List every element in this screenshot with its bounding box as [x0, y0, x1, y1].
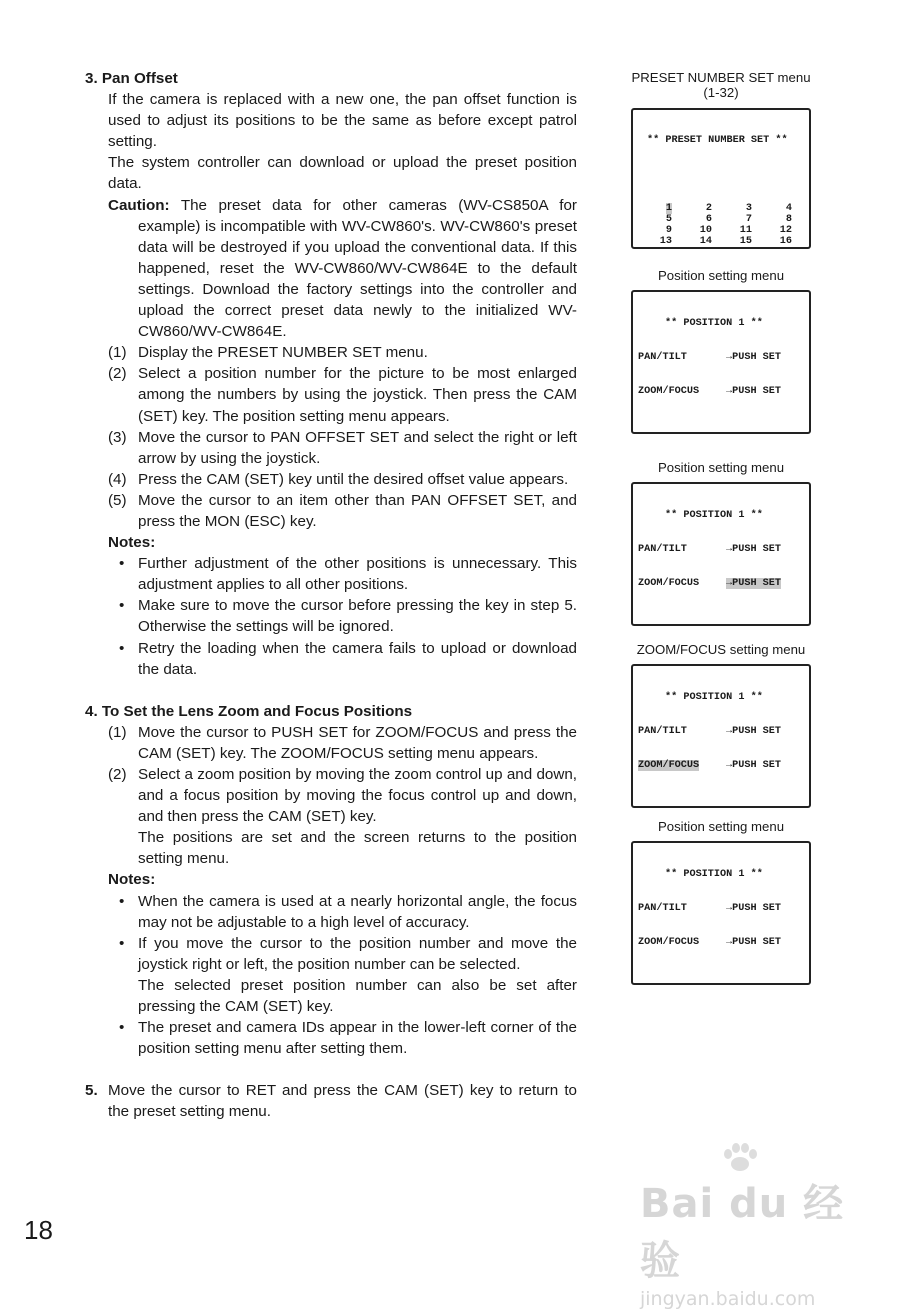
pan-tilt-push-set[interactable]: →PUSH SET [726, 352, 782, 363]
step-text: Move the cursor to an item other than PAN OFFSET SET, and press the MON (ESC) key. [138, 491, 577, 530]
step-item [85, 764, 577, 827]
note-continuation: The selected preset position number can also be set after pressing the CAM (SET) key. [138, 976, 577, 1016]
step-text: Move the cursor to PUSH SET for ZOOM/FOCUS and press the CAM (SET) key. The ZOOM/FOCUS setting menu appears. [138, 723, 577, 762]
preset-number-cell[interactable]: 5 [665, 213, 672, 225]
step-text: Move the cursor to PAN OFFSET SET and select the right or left arrow by using the joystick. [138, 428, 577, 467]
step-number: (1) [108, 723, 127, 741]
pan-tilt-row[interactable] [638, 352, 804, 363]
preset-number-cell[interactable]: 16 [779, 236, 792, 248]
menu-title: ** POSITION 1 ** [665, 318, 763, 330]
menu-title: ** POSITION 1 ** [665, 510, 763, 522]
bullet: • [119, 1019, 125, 1037]
step-number: (4) [108, 470, 127, 488]
preset-number-cell[interactable]: 4 [785, 202, 792, 214]
section-5-number: 5. [85, 1082, 98, 1100]
preset-number-cell[interactable] [672, 247, 712, 249]
section-5-text: Move the cursor to RET and press the CAM (SET) key to return to the preset setting menu. [108, 1082, 577, 1121]
note-item [85, 1017, 577, 1059]
menu-caption: Position setting menu [657, 819, 785, 834]
preset-number-grid [638, 203, 804, 249]
note-item [85, 638, 577, 680]
preset-number-cell[interactable]: 15 [739, 236, 752, 248]
menu-caption: ZOOM/FOCUS setting menu [636, 642, 806, 657]
step-item [85, 363, 577, 426]
step-item [85, 469, 577, 490]
pan-tilt-label: PAN/TILT [638, 352, 687, 363]
menu-caption: Position setting menu [657, 268, 785, 283]
preset-number-cell[interactable]: 8 [785, 213, 792, 225]
preset-number-cell[interactable]: 13 [659, 236, 672, 248]
preset-menu-caption [621, 70, 821, 100]
zoom-focus-row[interactable] [638, 578, 804, 589]
step-item [85, 722, 577, 764]
pan-tilt-push-set[interactable]: →PUSH SET [726, 903, 782, 914]
step-number: (5) [108, 491, 127, 509]
pan-tilt-row[interactable] [638, 544, 804, 555]
preset-number-set-menu [631, 108, 811, 249]
step-item [85, 427, 577, 469]
note-text: Make sure to move the cursor before pressing the key in step 5. Otherwise the settings will be ignored. [138, 597, 577, 636]
zoom-focus-label: ZOOM/FOCUS [638, 385, 700, 397]
preset-number-cell[interactable] [638, 247, 672, 249]
step-continuation: The positions are set and the screen returns to the position setting menu. [138, 829, 577, 868]
pan-tilt-row[interactable] [638, 726, 804, 737]
bullet: • [119, 597, 125, 615]
zoom-focus-row[interactable] [638, 760, 804, 771]
paragraph: If the camera is replaced with a new one, the pan offset function is used to adjust its positions to be the same as before except patrol setting. [108, 91, 577, 151]
step-number: (3) [108, 428, 127, 446]
instruction-column [85, 68, 577, 1123]
step-item [85, 342, 577, 363]
bullet: • [119, 892, 125, 910]
preset-number-cell[interactable]: 7 [745, 213, 752, 225]
note-item [85, 595, 577, 637]
zoom-focus-label: ZOOM/FOCUS [638, 759, 700, 771]
preset-number-cell[interactable]: 14 [699, 236, 712, 248]
preset-number-cell[interactable]: 11 [739, 225, 752, 236]
zoom-focus-label: ZOOM/FOCUS [638, 577, 700, 589]
preset-number-cell[interactable]: 10 [699, 225, 712, 236]
position-setting-menu-2 [631, 482, 811, 626]
preset-number-cell[interactable]: 9 [665, 225, 672, 236]
note-text: The preset and camera IDs appear in the lower-left corner of the position setting menu after setting them. [138, 1019, 577, 1058]
section-4-heading: 4. To Set the Lens Zoom and Focus Positions [85, 702, 413, 720]
notes-heading: Notes: [108, 534, 156, 552]
position-setting-menu-3 [631, 841, 811, 985]
zoom-focus-push-set[interactable]: →PUSH SET [726, 936, 782, 948]
step-number: (1) [108, 344, 127, 362]
zoom-focus-row[interactable] [638, 937, 804, 948]
section-5 [85, 1080, 577, 1122]
pan-tilt-label: PAN/TILT [638, 726, 687, 737]
menu-title: ** POSITION 1 ** [665, 869, 763, 881]
page-number: 18 [24, 1215, 53, 1245]
menu-caption: Position setting menu [657, 460, 785, 475]
zoom-focus-setting-menu [631, 664, 811, 808]
note-text: When the camera is used at a nearly horizontal angle, the focus may not be adjustable to a high level of accuracy. [138, 892, 577, 931]
caption-line: PRESET NUMBER SET menu [631, 70, 811, 85]
step-text: Press the CAM (SET) key until the desired offset value appears. [138, 470, 569, 488]
zoom-focus-label: ZOOM/FOCUS [638, 936, 700, 948]
pan-tilt-label: PAN/TILT [638, 903, 687, 914]
note-item [85, 553, 577, 595]
pan-tilt-row[interactable] [638, 903, 804, 914]
bullet: • [119, 555, 125, 573]
pan-tilt-push-set[interactable]: →PUSH SET [726, 544, 782, 555]
preset-number-cell[interactable] [638, 203, 672, 214]
note-text: If you move the cursor to the position number and move the joystick right or left, the position number can be selected. [138, 934, 577, 973]
caption-line: (1-32) [703, 85, 739, 100]
caution-text: The preset data for other cameras (WV-CS850A for example) is incompatible with WV-CW860's. WV-CW860's preset data will be destroyed if you upload the conventional data. If this happened, reset the WV-CW860/WV-CW864E to the default settings. Download the factory settings into the controller and upload the correct preset data newly to the initialized WV-CW860/WV-CW864E. [138, 196, 577, 341]
step-text: Display the PRESET NUMBER SET menu. [138, 344, 428, 362]
section-3-heading: 3. Pan Offset [85, 70, 178, 87]
step-number: (2) [108, 766, 127, 783]
bullet: • [119, 934, 125, 952]
zoom-focus-push-set[interactable]: →PUSH SET [726, 385, 782, 397]
note-item [85, 933, 577, 975]
note-text: Retry the loading when the camera fails to upload or download the data. [138, 639, 577, 678]
paragraph: The system controller can download or upload the preset position data. [108, 154, 577, 193]
watermark-url: jingyan.baidu.com [640, 1288, 816, 1310]
watermark-logo: Bai du 经验 [640, 1181, 845, 1284]
step-text: Select a zoom position by moving the zoom control up and down, and a focus position by moving the focus control up and down, and then press the CAM (SET) key. [138, 766, 577, 826]
bullet: • [119, 639, 125, 657]
note-text: Further adjustment of the other positions is unnecessary. This adjustment applies to all other positions. [138, 555, 577, 594]
pan-tilt-push-set[interactable]: →PUSH SET [726, 726, 782, 737]
preset-number-cell[interactable]: 12 [779, 225, 792, 236]
caution-block [85, 195, 577, 343]
preset-number-cell[interactable] [712, 247, 752, 249]
zoom-focus-push-set[interactable]: →PUSH SET [726, 577, 782, 589]
notes-heading: Notes: [108, 871, 156, 889]
preset-number-cell[interactable]: 6 [705, 213, 712, 225]
position-setting-menu-1 [631, 290, 811, 434]
caution-label: Caution: [108, 196, 170, 214]
zoom-focus-push-set[interactable]: →PUSH SET [726, 759, 782, 771]
step-text: Select a position number for the picture to be most enlarged among the numbers by using the joystick. Then press the CAM (SET) key. The position setting menu appears. [138, 365, 577, 425]
pan-tilt-label: PAN/TILT [638, 544, 687, 555]
baidu-watermark [640, 1150, 850, 1310]
menu-title: ** POSITION 1 ** [665, 692, 763, 704]
note-item [85, 891, 577, 933]
menu-title: ** PRESET NUMBER SET ** [647, 135, 788, 147]
preset-number-selected[interactable]: 1 [665, 202, 672, 214]
preset-number-cell[interactable]: 2 [705, 202, 712, 214]
step-number: (2) [108, 365, 127, 383]
zoom-focus-row[interactable] [638, 386, 804, 397]
step-item [85, 490, 577, 532]
paw-icon [720, 1142, 760, 1172]
preset-number-cell[interactable] [752, 247, 792, 249]
preset-number-cell[interactable]: 3 [745, 202, 752, 214]
